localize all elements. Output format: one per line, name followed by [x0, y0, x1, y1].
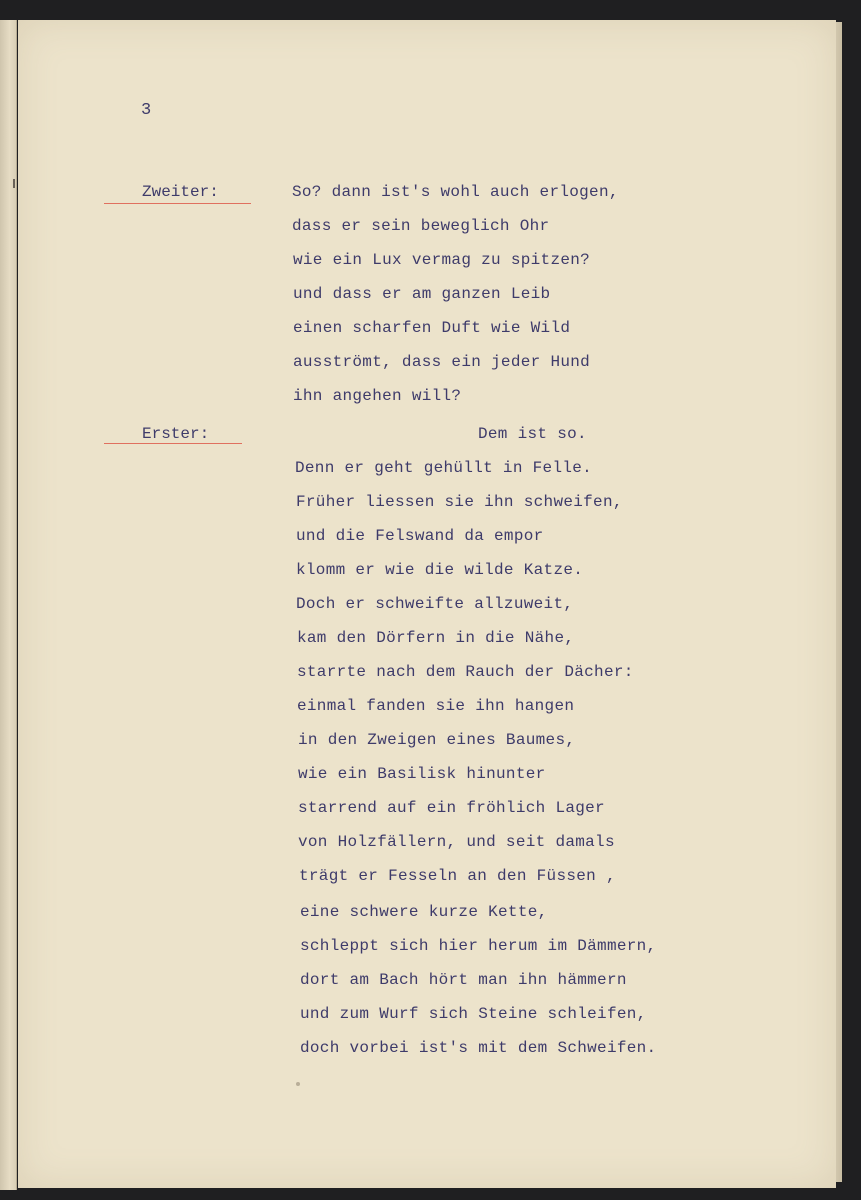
speaker-underline-zweiter [104, 203, 251, 204]
verse-line: und die Felswand da empor [296, 527, 544, 545]
verse-line: einmal fanden sie ihn hangen [297, 697, 575, 715]
page-number: 3 [141, 101, 152, 120]
verse-line: Denn er geht gehüllt in Felle. [295, 459, 593, 477]
verse-line: doch vorbei ist's mit dem Schweifen. [300, 1039, 657, 1057]
speaker-underline-erster [104, 443, 242, 444]
verse-line: starrend auf ein fröhlich Lager [298, 799, 605, 817]
verse-line: wie ein Lux vermag zu spitzen? [293, 251, 591, 269]
verse-line: So? dann ist's wohl auch erlogen, [292, 183, 619, 201]
verse-line: einen scharfen Duft wie Wild [293, 319, 571, 337]
speaker-label-zweiter: Zweiter: [142, 183, 219, 201]
verse-line: Früher liessen sie ihn schweifen, [296, 493, 623, 511]
margin-mark [13, 179, 15, 188]
verse-line: kam den Dörfern in die Nähe, [297, 629, 575, 647]
verse-line: schleppt sich hier herum im Dämmern, [300, 937, 657, 955]
verse-line: wie ein Basilisk hinunter [298, 765, 546, 783]
verse-line: und dass er am ganzen Leib [293, 285, 551, 303]
speaker-label-erster: Erster: [142, 425, 210, 443]
verse-line: von Holzfällern, und seit damals [298, 833, 615, 851]
verse-line: Doch er schweifte allzuweit, [296, 595, 574, 613]
verse-line: Dem ist so. [478, 425, 587, 443]
facing-page-edge [0, 20, 17, 1190]
ink-speck [296, 1082, 300, 1086]
verse-line: dort am Bach hört man ihn hämmern [300, 971, 627, 989]
verse-line: ausströmt, dass ein jeder Hund [293, 353, 591, 371]
verse-line: ihn angehen will? [293, 387, 462, 405]
verse-line: in den Zweigen eines Baumes, [298, 731, 576, 749]
verse-line: trägt er Fesseln an den Füssen , [299, 867, 616, 885]
verse-line: und zum Wurf sich Steine schleifen, [300, 1005, 647, 1023]
verse-line: klomm er wie die wilde Katze. [296, 561, 584, 579]
verse-line: dass er sein beweglich Ohr [292, 217, 550, 235]
verse-line: starrte nach dem Rauch der Dächer: [297, 663, 634, 681]
verse-line: eine schwere kurze Kette, [300, 903, 548, 921]
